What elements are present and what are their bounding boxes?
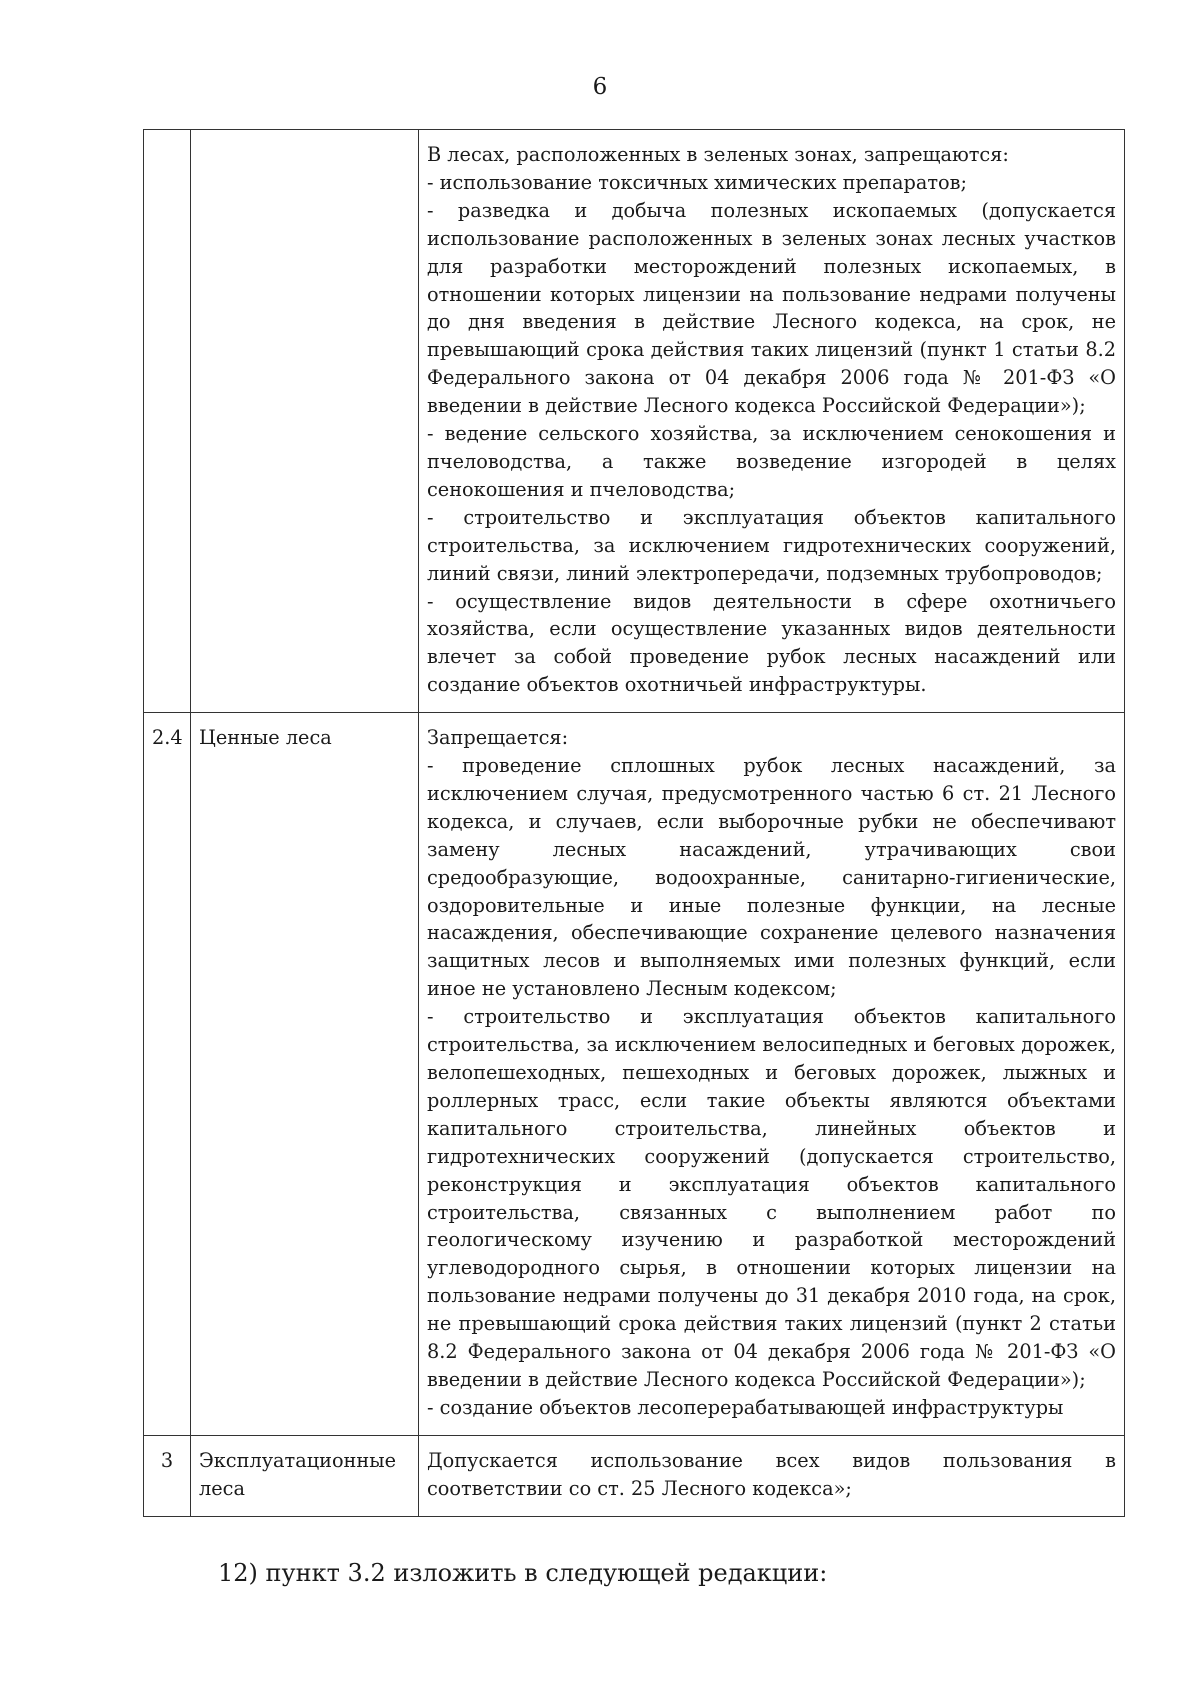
table-row	[144, 130, 1125, 713]
restriction-paragraph: - осуществление видов деятельности в сфере охотничьего хозяйства, если осуществление указанных видов деятельности влечет за собой проведение рубок лесных насаждений или создание объектов охотничьей инфраструктуры.	[427, 589, 1116, 697]
forest-category-cell: Эксплуатационные леса	[191, 1435, 419, 1516]
restriction-paragraph: - создание объектов лесоперерабатывающей инфраструктуры	[427, 1395, 1064, 1419]
restriction-paragraph: В лесах, расположенных в зеленых зонах, запрещаются:	[427, 143, 1009, 166]
row-number-cell: 2.4	[144, 713, 191, 1436]
forest-restrictions-table	[143, 129, 1125, 1517]
row-number-cell: 3	[144, 1435, 191, 1516]
page-number: 6	[592, 74, 608, 100]
restrictions-cell	[419, 130, 1125, 713]
restriction-paragraph: - разведка и добыча полезных ископаемых (допускается использование расположенных в зеленых зонах лесных участков для разработки месторождений полезных ископаемых, в отношении которых лицензии на пользование недрами получены до дня введения в действие Лесного кодекса, на срок, не превышающий срока действия таких лицензий (пункт 1 статьи 8.2 Федерального закона от 04 декабря 2006 года № 201-ФЗ «О введении в действие Лесного кодекса Российской Федерации»);	[427, 198, 1116, 418]
restriction-paragraph: - строительство и эксплуатация объектов капитального строительства, за исключением велосипедных и беговых дорожек, велопешеходных, пешеходных и беговых дорожек, лыжных и роллерных трасс, если такие объекты являются объектами капитального строительства, линейных объектов и гидротехнических сооружений (допускается строительство, реконструкция и эксплуатация объектов капитального строительства, связанных с выполнением работ по геологическому изучению и разработкой месторождений углеводородного сырья, в отношении которых лицензии на пользование недрами получены до 31 декабря 2010 года, на срок, не превышающий срока действия таких лицензий (пункт 2 статьи 8.2 Федерального закона от 04 декабря 2006 года № 201-ФЗ «О введении в действие Лесного кодекса Российской Федерации»);	[427, 1005, 1116, 1391]
amendment-paragraph: 12) пункт 3.2 изложить в следующей редакции:	[218, 1559, 828, 1587]
restrictions-cell	[419, 713, 1125, 1436]
restriction-paragraph: Запрещается:	[427, 726, 569, 750]
restriction-paragraph: - проведение сплошных рубок лесных насаждений, за исключением случая, предусмотренного частью 6 ст. 21 Лесного кодекса, и случаев, если выборочные рубки не обеспечивают замену лесных насаждений, утрачивающих свои средообразующие, водоохранные, санитарно-гигиенические, оздоровительные и иные полезные функции, на лесные насаждения, обеспечивающие сохранение целевого назначения защитных лесов и выполняемых ими полезных функций, если иное не установлено Лесным кодексом;	[427, 754, 1116, 1001]
restriction-paragraph: - строительство и эксплуатация объектов капитального строительства, за исключением гидротехнических сооружений, линий связи, линий электропередачи, подземных трубопроводов;	[427, 505, 1116, 585]
forest-category-cell: Ценные леса	[191, 713, 419, 1436]
restriction-paragraph: - использование токсичных химических препаратов;	[427, 170, 967, 194]
forest-category-cell	[191, 130, 419, 713]
table-row	[144, 713, 1125, 1436]
restriction-paragraph: Допускается использование всех видов пользования в соответствии со ст. 25 Лесного кодекса»;	[427, 1448, 1116, 1500]
restriction-paragraph: - ведение сельского хозяйства, за исключением сенокошения и пчеловодства, а также возведение изгородей в целях сенокошения и пчеловодства;	[427, 422, 1116, 501]
table-row	[144, 1435, 1125, 1516]
restrictions-cell	[419, 1435, 1125, 1516]
row-number-cell	[144, 130, 191, 713]
